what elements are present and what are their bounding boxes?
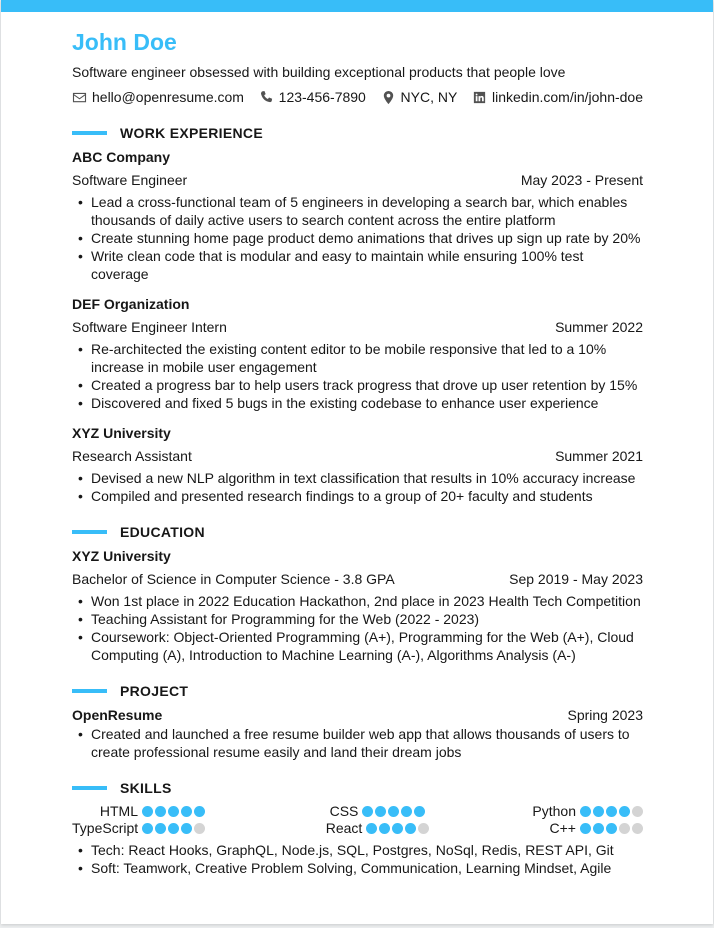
- project-bullets: [72, 725, 643, 761]
- education-date: Sep 2019 - May 2023: [509, 571, 643, 587]
- phone-icon: [259, 90, 274, 105]
- job-meta-row: [72, 171, 643, 189]
- rating-dot-filled: [181, 806, 192, 817]
- skill-rating: [362, 806, 425, 817]
- project-name: OpenResume: [72, 707, 163, 723]
- job-meta-row: [72, 447, 643, 465]
- job-date: Summer 2021: [555, 448, 643, 464]
- bullet-item: • Created a progress bar to help users track progress that drove up user retention by 15%: [91, 376, 643, 394]
- section-title: SKILLS: [120, 780, 172, 796]
- profile-summary: Software engineer obsessed with building exceptional products that people love: [72, 64, 566, 80]
- job-title: Software Engineer Intern: [72, 319, 227, 335]
- section-accent-bar: [72, 530, 107, 534]
- bullet-item: • Coursework: Object-Oriented Programming (A+), Programming for the Web (A+), Cloud Computing (A), Introduction to Machine Learning (A-), Algorithms Analysis (A-): [91, 628, 643, 664]
- project-date: Spring 2023: [567, 707, 643, 723]
- skill-name: HTML: [99, 803, 138, 819]
- rating-dot-filled: [155, 823, 166, 834]
- linkedin-text: linkedin.com/in/john-doe: [492, 89, 643, 105]
- skill-rating: [580, 806, 643, 817]
- profile-name: John Doe: [72, 29, 177, 55]
- rating-dot-filled: [168, 823, 179, 834]
- bullet-item: • Re-architected the existing content editor to be mobile responsive that led to a 10% increase in mobile user engagement: [91, 340, 643, 376]
- section-title: EDUCATION: [120, 524, 205, 540]
- skill-item: [262, 820, 452, 837]
- job-bullets: [72, 193, 643, 283]
- rating-dot-filled: [405, 823, 416, 834]
- rating-dot-empty: [194, 823, 205, 834]
- rating-dot-filled: [194, 806, 205, 817]
- contact-phone[interactable]: [259, 88, 366, 106]
- section-title: PROJECT: [120, 683, 189, 699]
- bullet-item: • Devised a new NLP algorithm in text classification that results in 10% accuracy increase: [91, 469, 643, 487]
- bullet-item: • Teaching Assistant for Programming for the Web (2022 - 2023): [91, 610, 643, 628]
- bullet-item: • Compiled and presented research findings to a group of 20+ faculty and students: [91, 487, 643, 505]
- job-date: Summer 2022: [555, 319, 643, 335]
- rating-dot-filled: [379, 823, 390, 834]
- job-entry: [72, 148, 643, 283]
- job-meta-row: [72, 318, 643, 336]
- section-skills: [72, 779, 643, 797]
- location-text: NYC, NY: [400, 89, 458, 105]
- rating-dot-filled: [392, 823, 403, 834]
- bullet-item: • Won 1st place in 2022 Education Hackathon, 2nd place in 2023 Health Tech Competition: [91, 592, 643, 610]
- job-title: Software Engineer: [72, 172, 188, 188]
- section-project: [72, 682, 643, 700]
- rating-dot-empty: [418, 823, 429, 834]
- section-work-experience: [72, 124, 643, 142]
- bullet-item: • Tech: React Hooks, GraphQL, Node.js, SQL, Postgres, NoSql, Redis, REST API, Git: [91, 841, 643, 859]
- section-accent-bar: [72, 786, 107, 790]
- project-meta-row: [72, 706, 643, 724]
- rating-dot-filled: [142, 823, 153, 834]
- bullet-item: • Discovered and fixed 5 bugs in the existing codebase to enhance user experience: [91, 394, 643, 412]
- job-company: DEF Organization: [72, 296, 190, 312]
- rating-dot-filled: [388, 806, 399, 817]
- resume-page: [1, 0, 713, 924]
- rating-dot-filled: [168, 806, 179, 817]
- section-accent-bar: [72, 689, 107, 693]
- education-meta-row: [72, 570, 643, 588]
- rating-dot-empty: [632, 806, 643, 817]
- skills-bullets: [72, 841, 643, 877]
- rating-dot-filled: [362, 806, 373, 817]
- featured-skills: [72, 803, 643, 837]
- email-text: hello@openresume.com: [92, 89, 244, 105]
- section-accent-bar: [72, 131, 107, 135]
- job-bullets: [72, 340, 643, 412]
- section-title: WORK EXPERIENCE: [120, 125, 263, 141]
- job-entry: [72, 295, 643, 412]
- rating-dot-filled: [401, 806, 412, 817]
- phone-text: 123-456-7890: [278, 89, 366, 105]
- job-company: XYZ University: [72, 425, 171, 441]
- work-list: [72, 148, 643, 505]
- rating-dot-empty: [632, 823, 643, 834]
- skill-name: C++: [549, 820, 576, 836]
- skill-item: [453, 803, 643, 820]
- skill-item: [72, 803, 262, 820]
- job-bullets: [72, 469, 643, 505]
- bullet-item: • Create stunning home page product demo animations that drives up sign up rate by 20%: [91, 229, 643, 247]
- skill-item: [72, 820, 262, 837]
- bullet-item: • Created and launched a free resume builder web app that allows thousands of users to create professional resume easily and land their dream jobs: [91, 725, 643, 761]
- skill-name: CSS: [329, 803, 359, 819]
- rating-dot-filled: [619, 806, 630, 817]
- rating-dot-filled: [580, 823, 591, 834]
- skill-rating: [366, 823, 429, 834]
- rating-dot-filled: [181, 823, 192, 834]
- bullet-item: • Write clean code that is modular and easy to maintain while ensuring 100% test coverage: [91, 247, 643, 283]
- job-company: ABC Company: [72, 149, 171, 165]
- skill-name: Python: [532, 803, 576, 819]
- rating-dot-filled: [142, 806, 153, 817]
- skill-rating: [580, 823, 643, 834]
- rating-dot-filled: [593, 806, 604, 817]
- bullet-item: • Lead a cross-functional team of 5 engineers in developing a search bar, which enables thousands of daily active users to search content across the entire platform: [91, 193, 643, 229]
- education-school: XYZ University: [72, 548, 171, 564]
- contact-location: [381, 88, 458, 106]
- skill-item: [453, 820, 643, 837]
- rating-dot-filled: [366, 823, 377, 834]
- rating-dot-filled: [155, 806, 166, 817]
- rating-dot-filled: [606, 823, 617, 834]
- envelope-icon: [72, 90, 87, 105]
- rating-dot-filled: [375, 806, 386, 817]
- job-date: May 2023 - Present: [520, 172, 643, 188]
- skill-item: [262, 803, 452, 820]
- rating-dot-filled: [580, 806, 591, 817]
- rating-dot-empty: [619, 823, 630, 834]
- bullet-item: • Soft: Teamwork, Creative Problem Solving, Communication, Learning Mindset, Agile: [91, 859, 643, 877]
- rating-dot-filled: [414, 806, 425, 817]
- map-pin-icon: [381, 90, 396, 105]
- skill-rating: [142, 806, 205, 817]
- skill-rating: [142, 823, 205, 834]
- contact-linkedin[interactable]: [472, 88, 643, 106]
- job-title: Research Assistant: [72, 448, 192, 464]
- linkedin-icon: [472, 90, 487, 105]
- rating-dot-filled: [606, 806, 617, 817]
- accent-top-bar: [1, 0, 713, 12]
- contact-email[interactable]: [72, 88, 244, 106]
- rating-dot-filled: [593, 823, 604, 834]
- section-education: [72, 523, 643, 541]
- education-degree: Bachelor of Science in Computer Science - 3.8 GPA: [72, 571, 395, 587]
- skill-name: TypeScript: [72, 820, 139, 836]
- job-entry: [72, 424, 643, 505]
- contact-row: [72, 88, 643, 106]
- skill-name: React: [325, 820, 363, 836]
- education-bullets: [72, 592, 643, 664]
